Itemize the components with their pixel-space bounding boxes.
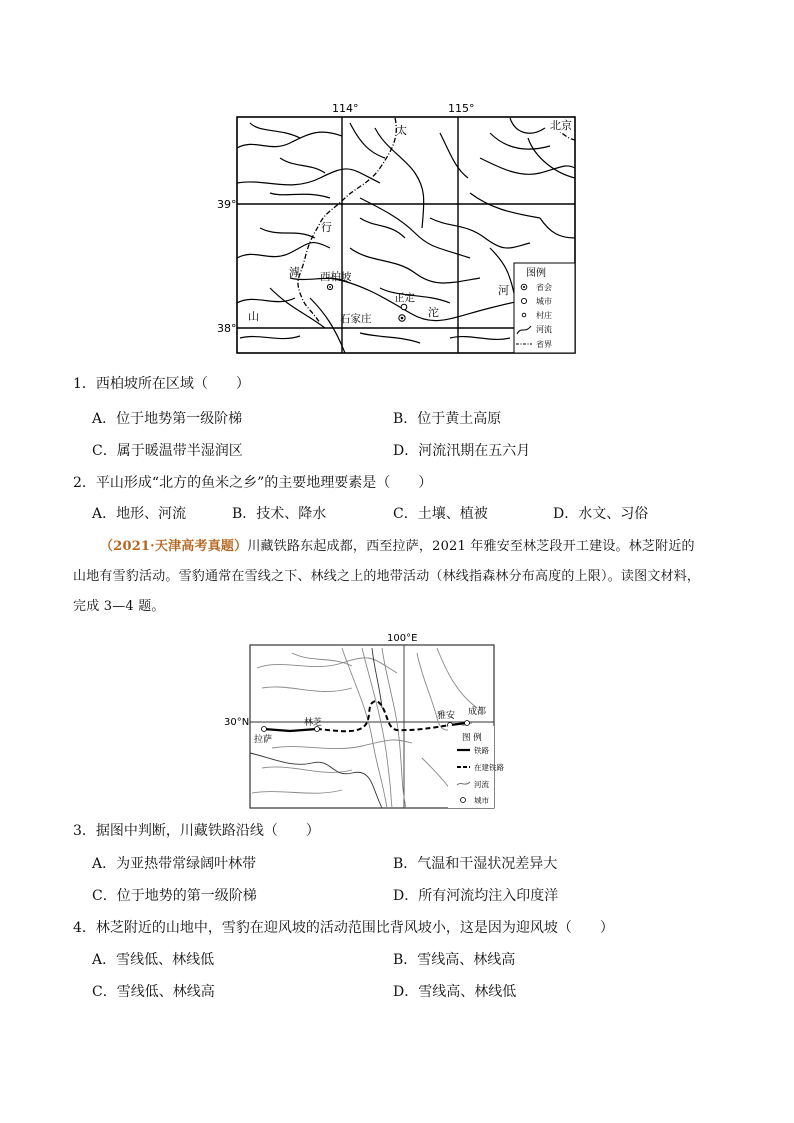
lat-label-39: 39° (217, 198, 237, 211)
question-1-stem: 1．西柏坡所在区域（ ） (73, 376, 250, 392)
legend-title: 图例 (526, 268, 546, 279)
legend2-label-river: 河流 (474, 780, 489, 789)
legend2-label-railway: 铁路 (474, 746, 489, 755)
q2-option-d[interactable]: D．水文、习俗 (553, 506, 649, 522)
label-yaan: 雅安 (437, 711, 456, 721)
question-4-stem: 4．林芝附近的山地中，雪豹在迎风坡的活动范围比背风坡小，这是因为迎风坡（ ） (73, 920, 614, 936)
legend-label-capital: 省会 (536, 283, 552, 292)
label-xibaipo: 西柏坡 (320, 271, 352, 283)
q3-option-a[interactable]: A．为亚热带常绿阔叶林带 (92, 856, 257, 872)
legend2-city-symbol (461, 798, 466, 803)
label-zhengding: 正定 (394, 292, 415, 304)
legend-label-boundary: 省界 (536, 340, 552, 349)
legend-label-river: 河流 (536, 325, 552, 334)
legend-label-village: 村庄 (536, 311, 552, 320)
label-100e: 100°E (387, 633, 418, 644)
intro-line-3: 完成 3—4 题。 (73, 599, 165, 614)
intro-line-2: 山地有雪豹活动。雪豹通常在雪线之下、林线之上的地带活动（林线指森林分布高度的上限）。读图文材料， (73, 569, 701, 584)
question-3-stem: 3．据图中判断，川藏铁路沿线（ ） (73, 823, 320, 839)
mountain-char-hang: 行 (321, 221, 332, 234)
label-beijing: 北京 (550, 119, 572, 132)
map1-legend (514, 263, 575, 353)
label-30n: 30°N (224, 717, 250, 728)
map2-legend (448, 726, 504, 808)
legend-village-symbol (522, 313, 526, 317)
river-char-tuo: 沱 (428, 306, 439, 319)
q1-option-b[interactable]: B．位于黄土高原 (393, 411, 502, 427)
label-shijiazhuang: 石家庄 (340, 313, 372, 325)
label-lhasa: 拉萨 (254, 735, 273, 745)
intro-line-1 (100, 537, 695, 557)
legend2-label-building: 在建铁路 (474, 763, 504, 772)
chengdu-marker (465, 721, 470, 726)
q3-option-c[interactable]: C．位于地势的第一级阶梯 (92, 888, 257, 904)
q2-option-c[interactable]: C．土壤、植被 (393, 506, 488, 522)
q3-option-b[interactable]: B．气温和干湿状况差异大 (393, 856, 558, 872)
q1-option-a[interactable]: A．位于地势第一级阶梯 (92, 411, 243, 427)
lon-label-115: 115° (448, 102, 475, 115)
legend-city-symbol (521, 298, 526, 303)
q4-option-d[interactable]: D．雪线高、林线低 (393, 984, 517, 1000)
legend-label-city: 城市 (536, 297, 552, 306)
q4-option-c[interactable]: C．雪线低、林线高 (92, 984, 215, 1000)
mountain-char-shan: 山 (248, 310, 259, 323)
river-char-hu: 滹 (289, 266, 300, 279)
label-chengdu: 成都 (468, 707, 487, 717)
lon-label-114: 114° (332, 102, 359, 115)
q1-option-d[interactable]: D．河流汛期在五六月 (393, 443, 531, 459)
question-2-stem: 2．平山形成“北方的鱼米之乡”的主要地理要素是（ ） (73, 475, 433, 491)
lat-label-38: 38° (217, 322, 237, 335)
xibaipo-map (210, 98, 590, 360)
q2-option-a[interactable]: A．地形、河流 (92, 506, 187, 522)
q4-option-a[interactable]: A．雪线低、林线低 (92, 952, 215, 968)
source-tag: （2021·天津高考真题） (100, 539, 248, 554)
q3-option-d[interactable]: D．所有河流均注入印度洋 (393, 888, 559, 904)
mountain-char-tai: 太 (396, 124, 407, 137)
q2-option-b[interactable]: B．技术、降水 (232, 506, 327, 522)
zhengding-marker (401, 304, 407, 310)
intro-text-1: 川藏铁路东起成都，西至拉萨，2021 年雅安至林芝段开工建设。林芝附近的 (247, 539, 695, 554)
legend2-label-city: 城市 (474, 796, 489, 805)
q1-option-c[interactable]: C．属于暖温带半湿润区 (92, 443, 243, 459)
label-nyingchi: 林芝 (304, 718, 323, 728)
legend2-title: 图 例 (462, 733, 482, 743)
q4-option-b[interactable]: B．雪线高、林线高 (393, 952, 516, 968)
river-char-he: 河 (498, 284, 509, 297)
lhasa-marker (262, 727, 267, 732)
sichuan-tibet-railway-map (222, 628, 522, 813)
